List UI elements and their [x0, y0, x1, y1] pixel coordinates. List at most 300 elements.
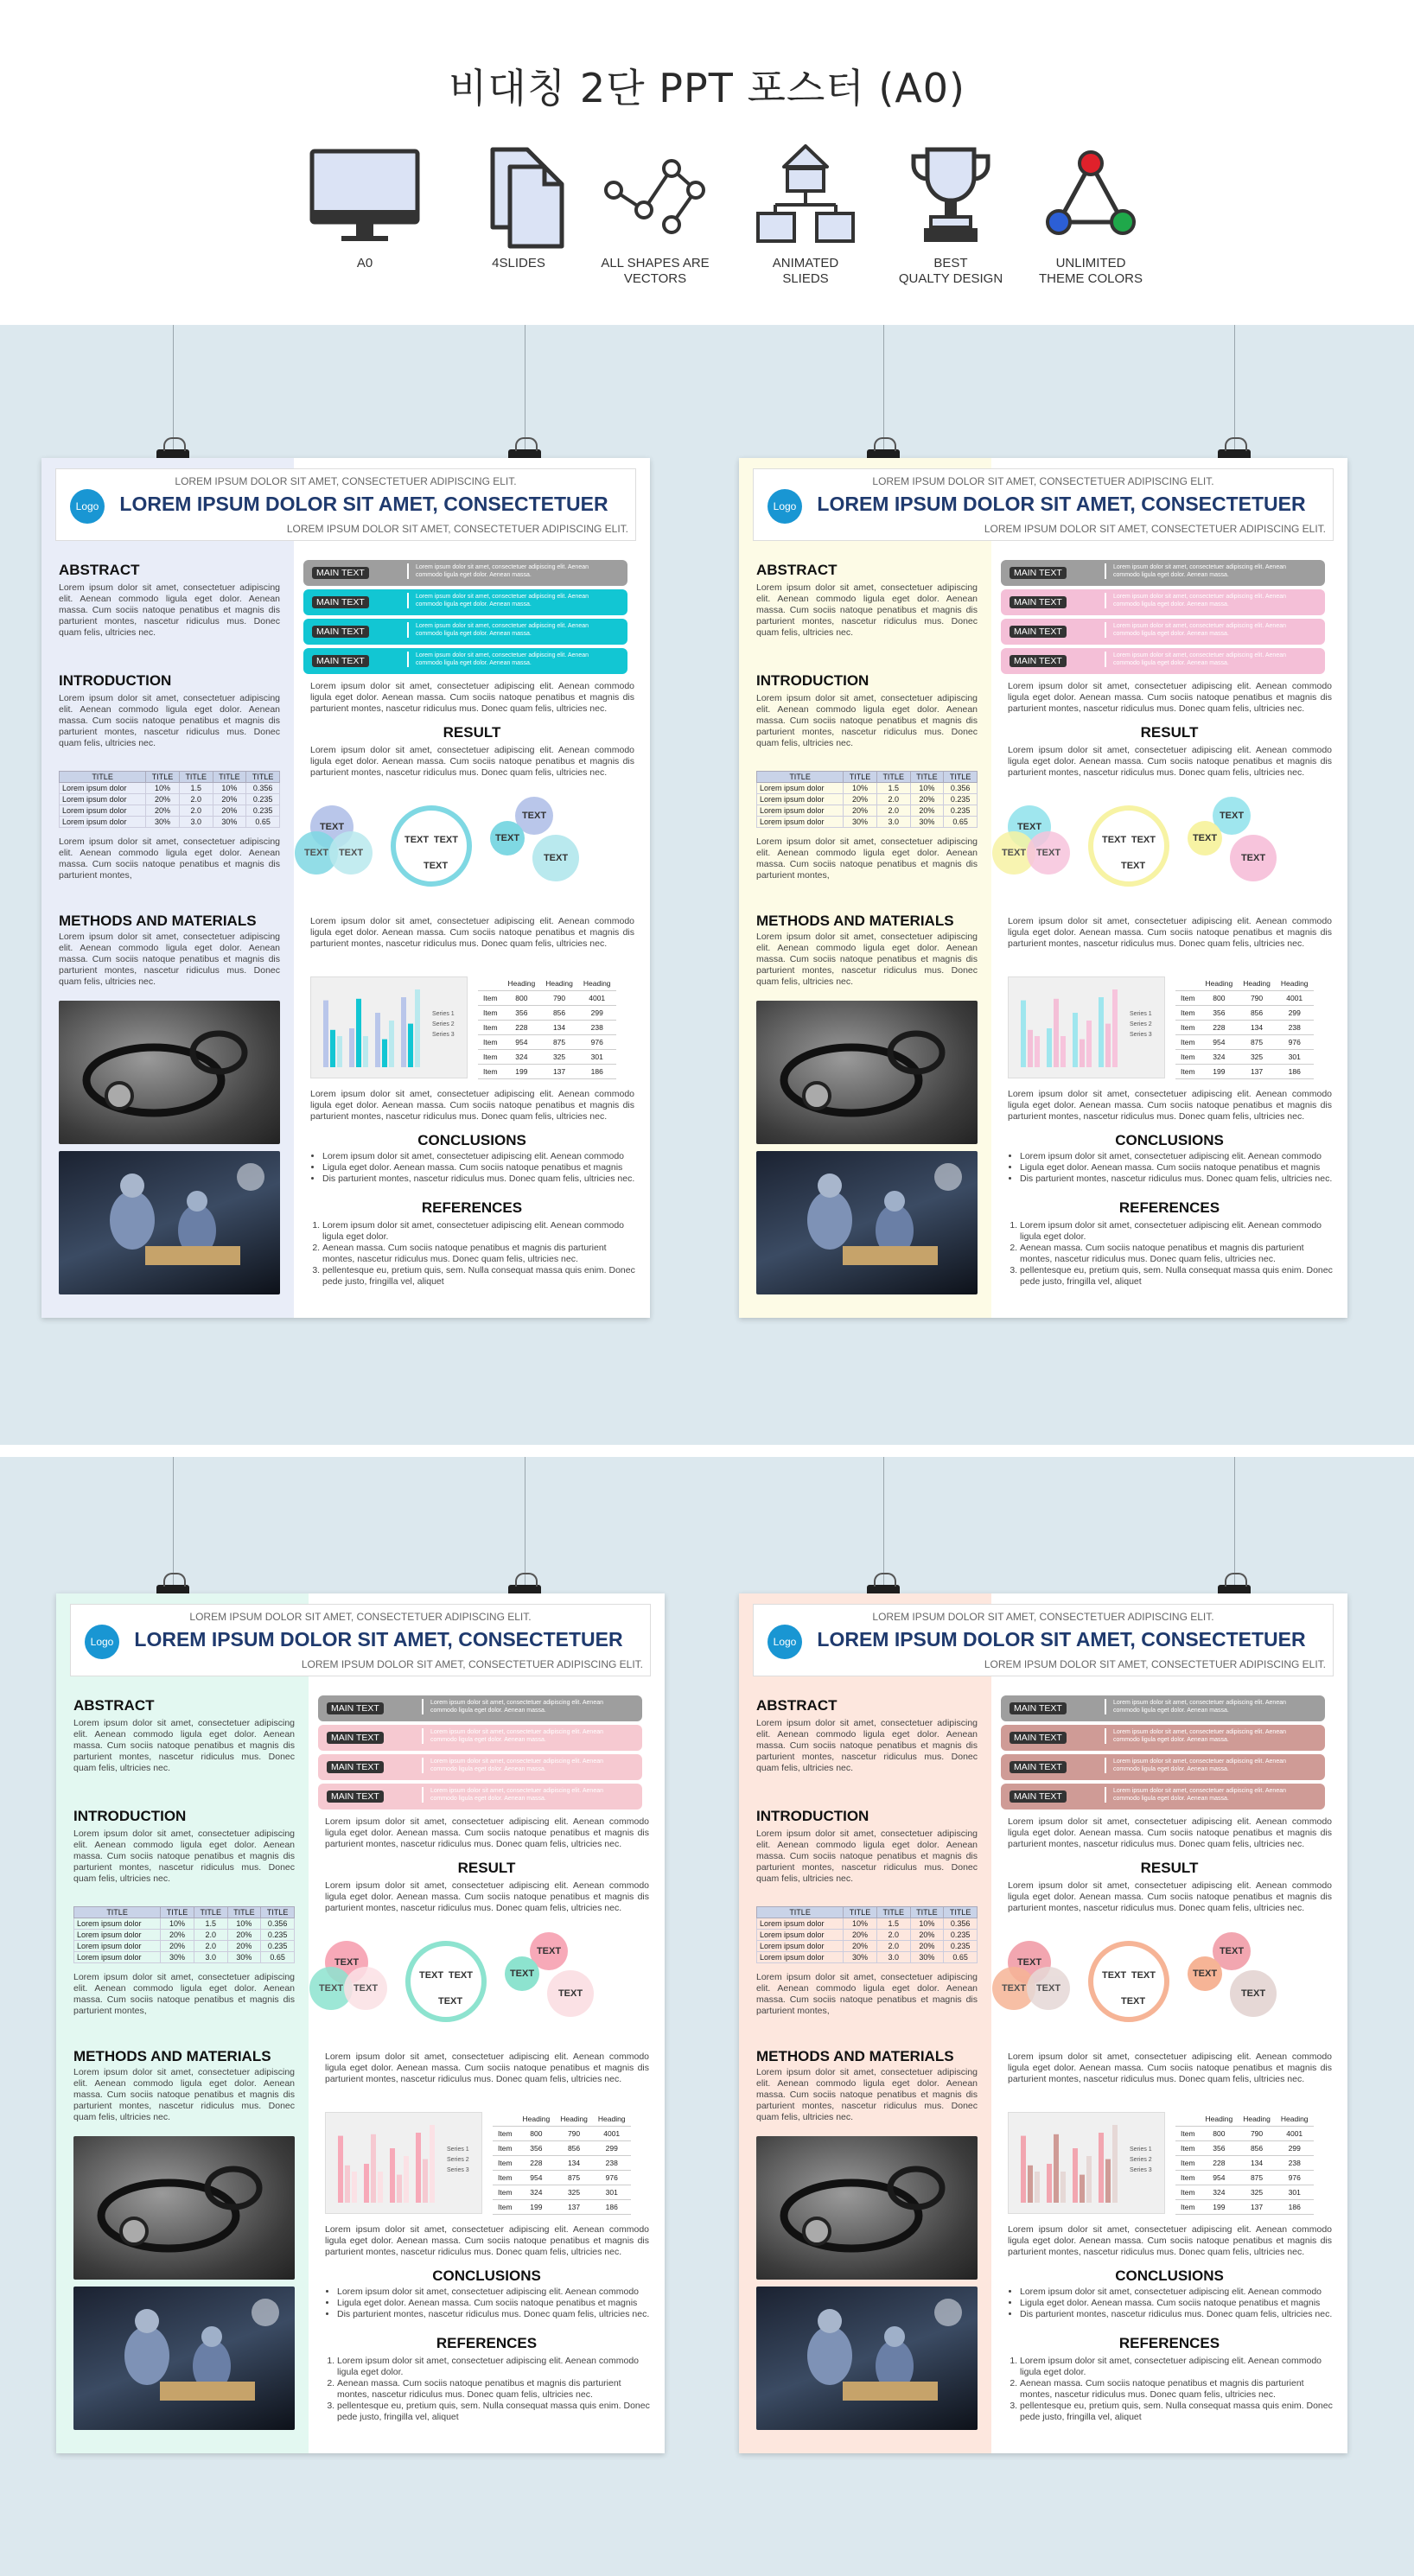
table-row: [478, 991, 616, 1006]
table-cell: 199: [518, 2200, 556, 2215]
bar-text: Lorem ipsum dolor sit amet, consectetuer adipiscing elit. Aenean commodo ligula eget dolor. Aenean massa.: [1105, 1787, 1295, 1803]
list-item: 2. Aenean massa. Cum sociis natoque penatibus et magnis dis parturient montes, nascetur ridiculus mus. Donec quam felis, ultricies nec.: [1020, 1243, 1336, 1265]
table-row: [478, 1050, 616, 1065]
page-title: 비대칭 2단 PPT 포스터 (A0): [448, 65, 965, 111]
legend-entry: Series 1: [432, 1011, 455, 1017]
table-cell: 976: [578, 1035, 616, 1050]
result-heading: RESULT: [443, 724, 501, 741]
table-cell: 20%: [844, 805, 877, 817]
diagram-label: TEXT: [1016, 822, 1042, 832]
bar-text: Lorem ipsum dolor sit amet, consectetuer adipiscing elit. Aenean commodo ligula eget dolor. Aenean massa.: [422, 1728, 612, 1744]
table-row: [757, 783, 978, 794]
list-item: • Lorem ipsum dolor sit amet, consectetuer adipiscing elit. Aenean commodo: [1020, 1151, 1336, 1162]
table-cell: 20%: [844, 794, 877, 805]
main-text-bar: [303, 619, 627, 645]
references-list: [1008, 1220, 1336, 1288]
table-cell: 0.235: [944, 805, 978, 817]
table-cell: 30%: [227, 1952, 261, 1963]
table-cell: Item: [1175, 2185, 1201, 2200]
chart-bar: [338, 2136, 343, 2203]
table-header: TITLE: [227, 1907, 261, 1918]
table-cell: Item: [1175, 2156, 1201, 2171]
table-cell: 20%: [910, 1941, 944, 1952]
documents-icon: [462, 143, 575, 251]
diagram-label: TEXT: [1121, 1996, 1146, 2007]
table-cell: 324: [503, 1050, 541, 1065]
chart-intro-text: Lorem ipsum dolor sit amet, consectetuer adipiscing elit. Aenean commodo ligula eget dolor. Aenean massa. Cum sociis natoque penatibus et magnis dis parturient montes, nascetur ridiculus mus. Donec quam felis, ultricies nec.: [1008, 916, 1332, 949]
diagram-label: TEXT: [1240, 853, 1266, 863]
table-cell: 856: [555, 2141, 593, 2156]
main-text-bar: [318, 1695, 642, 1721]
color-triangle-icon: [1035, 143, 1147, 251]
references-list: [310, 1220, 639, 1288]
table-header: TITLE: [60, 772, 146, 783]
poster-subtitle-top: LOREM IPSUM DOLOR SIT AMET, CONSECTETUER ADIPISCING ELIT.: [872, 1611, 1214, 1623]
venn-circle: [344, 1967, 387, 2010]
list-item: 3. pellentesque eu, pretium quis, sem. Nulla consequat massa quis enim. Donec pede justo, fringilla vel, aliquet: [322, 1265, 639, 1288]
main-text-label: MAIN TEXT: [327, 1732, 384, 1744]
table-cell: 10%: [213, 783, 246, 794]
table-cell: 3.0: [179, 817, 213, 828]
table-cell: 20%: [213, 805, 246, 817]
table-header: TITLE: [757, 1907, 844, 1918]
table-cell: 30%: [844, 1952, 877, 1963]
main-text-label: MAIN TEXT: [312, 655, 369, 667]
table-cell: 186: [1276, 2200, 1314, 2215]
table-cell: 0.356: [261, 1918, 295, 1930]
trophy-icon: [895, 143, 1007, 251]
table-cell: 301: [593, 2185, 631, 2200]
table-cell: 3.0: [876, 817, 910, 828]
main-text-bar: [318, 1784, 642, 1810]
main-text-label: MAIN TEXT: [312, 567, 369, 579]
chart-bar: [1047, 1028, 1052, 1067]
table-cell: Item: [478, 1065, 503, 1079]
table-header: Heading: [578, 976, 616, 991]
gear-shape: [532, 835, 579, 881]
table-cell: 0.235: [944, 794, 978, 805]
table-cell: Lorem ipsum dolor: [74, 1952, 161, 1963]
table-header: Heading: [555, 2112, 593, 2127]
table-cell: 1.5: [876, 783, 910, 794]
table-header: TITLE: [146, 772, 180, 783]
main-text-label: MAIN TEXT: [1010, 1702, 1067, 1714]
table-row: [1175, 2171, 1314, 2185]
table-cell: Lorem ipsum dolor: [60, 817, 146, 828]
table-header: TITLE: [161, 1907, 194, 1918]
table-cell: 20%: [146, 794, 180, 805]
abstract-text: Lorem ipsum dolor sit amet, consectetuer adipiscing elit. Aenean commodo ligula eget dolor. Aenean massa. Cum sociis natoque penatibus et magnis dis parturient montes, nascetur ridiculus mus. Donec quam felis, ultricies nec.: [73, 1718, 295, 1773]
chart-bar: [1073, 2148, 1078, 2203]
legend-entry: Series 3: [1130, 1032, 1152, 1038]
table-cell: Lorem ipsum dolor: [757, 783, 844, 794]
table-row: [493, 2141, 631, 2156]
references-heading: REFERENCES: [1118, 2335, 1220, 2351]
list-item: • Lorem ipsum dolor sit amet, consectetuer adipiscing elit. Aenean commodo: [322, 1151, 639, 1162]
diagram-label: TEXT: [509, 1969, 535, 1979]
chart-bar: [416, 2133, 421, 2203]
table-cell: Item: [493, 2171, 518, 2185]
table-header: Heading: [540, 976, 578, 991]
poster-header: [55, 468, 636, 541]
table-cell: 10%: [910, 783, 944, 794]
chart-bar: [371, 2134, 376, 2203]
hanging-wire: [173, 325, 174, 449]
main-text-bar: [1001, 1754, 1325, 1780]
bar-text: Lorem ipsum dolor sit amet, consectetuer adipiscing elit. Aenean commodo ligula eget dolor. Aenean massa.: [1105, 652, 1295, 667]
table-cell: Lorem ipsum dolor: [757, 1952, 844, 1963]
table-cell: 134: [540, 1021, 578, 1035]
poster-title: LOREM IPSUM DOLOR SIT AMET, CONSECTETUER: [817, 1628, 1306, 1651]
data-table: [756, 1906, 978, 1963]
list-item: • Lorem ipsum dolor sit amet, consectetuer adipiscing elit. Aenean commodo: [337, 2287, 653, 2298]
list-item: 2. Aenean massa. Cum sociis natoque penatibus et magnis dis parturient montes, nascetur ridiculus mus. Donec quam felis, ultricies nec.: [337, 2378, 653, 2401]
chart-bar: [1112, 989, 1118, 1067]
chart-bar: [430, 2125, 435, 2203]
chart-bar: [401, 997, 406, 1067]
table-cell: 2.0: [194, 1930, 227, 1941]
table-cell: 800: [1201, 2127, 1239, 2141]
legend-entry: Series 3: [447, 2167, 469, 2173]
table-header-row: [1175, 976, 1314, 991]
table-cell: 20%: [844, 1941, 877, 1952]
bar-text: Lorem ipsum dolor sit amet, consectetuer adipiscing elit. Aenean commodo ligula eget dolor. Aenean massa.: [407, 593, 597, 608]
table-row: [60, 817, 280, 828]
table-cell: 324: [1201, 1050, 1239, 1065]
poster-header: [753, 1604, 1334, 1676]
table-cell: 20%: [227, 1930, 261, 1941]
table-cell: 954: [503, 1035, 541, 1050]
table-cell: 186: [578, 1065, 616, 1079]
diagram-label: TEXT: [1131, 835, 1156, 845]
table-cell: 356: [503, 1006, 541, 1021]
table-note-text: Lorem ipsum dolor sit amet, consectetuer adipiscing elit. Aenean commodo ligula eget dolor. Aenean massa. Cum sociis natoque penatibus et magnis dis parturient montes,: [73, 1972, 295, 2016]
diagram-label: TEXT: [1219, 1946, 1245, 1956]
bar-text: Lorem ipsum dolor sit amet, consectetuer adipiscing elit. Aenean commodo ligula eget dolor. Aenean massa.: [1105, 563, 1295, 579]
chart-bar: [408, 1024, 413, 1067]
table-cell: 186: [1276, 1065, 1314, 1079]
table-cell: 954: [1201, 1035, 1239, 1050]
table-cell: 238: [1276, 2156, 1314, 2171]
list-item: 1. Lorem ipsum dolor sit amet, consectetuer adipiscing elit. Aenean commodo ligula eget dolor.: [337, 2356, 653, 2378]
table-cell: 0.235: [261, 1930, 295, 1941]
analysis-text: Lorem ipsum dolor sit amet, consectetuer adipiscing elit. Aenean commodo ligula eget dolor. Aenean massa. Cum sociis natoque penatibus et magnis dis parturient montes, nascetur ridiculus mus. Donec quam felis, ultricies nec.: [1008, 1089, 1332, 1122]
table-cell: 301: [1276, 2185, 1314, 2200]
table-header: Heading: [593, 2112, 631, 2127]
table-row: [478, 1006, 616, 1021]
abstract-heading: ABSTRACT: [756, 1697, 838, 1714]
gear-shape: [547, 1970, 594, 2017]
diagram-label: TEXT: [404, 835, 430, 845]
abstract-text: Lorem ipsum dolor sit amet, consectetuer adipiscing elit. Aenean commodo ligula eget dolor. Aenean massa. Cum sociis natoque penatibus et magnis dis parturient montes, nascetur ridiculus mus. Donec quam felis, ultricies nec.: [756, 1718, 978, 1773]
table-header: Heading: [1238, 976, 1276, 991]
table-cell: 20%: [910, 794, 944, 805]
table-cell: Item: [493, 2127, 518, 2141]
gear-shape: [1188, 1956, 1222, 1991]
table-row: [493, 2200, 631, 2215]
table-row: [1175, 2127, 1314, 2141]
table-cell: 10%: [844, 1918, 877, 1930]
table-cell: 976: [593, 2171, 631, 2185]
table-cell: Item: [1175, 2127, 1201, 2141]
table-cell: 4001: [1276, 991, 1314, 1006]
bar-text: Lorem ipsum dolor sit amet, consectetuer adipiscing elit. Aenean commodo ligula eget dolor. Aenean massa.: [407, 652, 597, 667]
result-intro-text: Lorem ipsum dolor sit amet, consectetuer adipiscing elit. Aenean commodo ligula eget dolor. Aenean massa. Cum sociis natoque penatibus et magnis dis parturient montes, nascetur ridiculus mus. Donec quam felis, ultricies nec.: [310, 681, 634, 714]
table-cell: 324: [518, 2185, 556, 2200]
poster-subtitle-top: LOREM IPSUM DOLOR SIT AMET, CONSECTETUER ADIPISCING ELIT.: [189, 1611, 532, 1623]
list-item: • Dis parturient montes, nascetur ridiculus mus. Donec quam felis, ultricies nec.: [1020, 1174, 1336, 1185]
chart-bar: [363, 1036, 368, 1067]
table-row: [1175, 2185, 1314, 2200]
introduction-text: Lorem ipsum dolor sit amet, consectetuer adipiscing elit. Aenean commodo ligula eget dolor. Aenean massa. Cum sociis natoque penatibus et magnis dis parturient montes, nascetur ridiculus mus. Donec quam felis, ultricies nec.: [59, 693, 280, 748]
table-cell: 10%: [161, 1918, 194, 1930]
venn-circle: [1027, 1967, 1070, 2010]
venn-circle: [1027, 831, 1070, 875]
table-cell: 1.5: [194, 1918, 227, 1930]
diagram-label: TEXT: [494, 833, 520, 843]
table-row: [757, 1952, 978, 1963]
methods-heading: METHODS AND MATERIALS: [59, 913, 257, 929]
table-cell: Lorem ipsum dolor: [757, 1930, 844, 1941]
table-row: [757, 817, 978, 828]
list-item: • Ligula eget dolor. Aenean massa. Cum sociis natoque penatibus et magnis: [1020, 1162, 1336, 1174]
table-header: TITLE: [74, 1907, 161, 1918]
chart-bar: [1099, 2133, 1104, 2203]
table-cell: 0.235: [944, 1941, 978, 1952]
table-cell: Lorem ipsum dolor: [757, 1918, 844, 1930]
main-text-bar: [318, 1725, 642, 1751]
bar-text: Lorem ipsum dolor sit amet, consectetuer adipiscing elit. Aenean commodo ligula eget dolor. Aenean massa.: [1105, 593, 1295, 608]
table-cell: Item: [1175, 991, 1201, 1006]
table-cell: 790: [540, 991, 578, 1006]
table-row: [60, 805, 280, 817]
gear-shape: [1230, 835, 1277, 881]
table-cell: 228: [518, 2156, 556, 2171]
bar-text: Lorem ipsum dolor sit amet, consectetuer adipiscing elit. Aenean commodo ligula eget dolor. Aenean massa.: [422, 1758, 612, 1773]
chart-bar: [1028, 2166, 1033, 2203]
diagram-label: TEXT: [353, 1983, 379, 1994]
diagram-label: TEXT: [1035, 1983, 1061, 1994]
table-cell: 20%: [161, 1930, 194, 1941]
list-item: 2. Aenean massa. Cum sociis natoque penatibus et magnis dis parturient montes, nascetur ridiculus mus. Donec quam felis, ultricies nec.: [322, 1243, 639, 1265]
data-table: [756, 771, 978, 828]
main-text-label: MAIN TEXT: [1010, 596, 1067, 608]
table-cell: Item: [478, 1006, 503, 1021]
diagram-label: TEXT: [536, 1946, 562, 1956]
table-row: [757, 805, 978, 817]
methods-heading: METHODS AND MATERIALS: [73, 2048, 271, 2064]
legend-entry: Series 2: [432, 1021, 455, 1027]
main-text-label: MAIN TEXT: [1010, 626, 1067, 638]
introduction-text: Lorem ipsum dolor sit amet, consectetuer adipiscing elit. Aenean commodo ligula eget dolor. Aenean massa. Cum sociis natoque penatibus et magnis dis parturient montes, nascetur ridiculus mus. Donec quam felis, ultricies nec.: [756, 1829, 978, 1884]
table-cell: 325: [1238, 1050, 1276, 1065]
table-cell: 954: [1201, 2171, 1239, 2185]
table-cell: 3.0: [194, 1952, 227, 1963]
poster-preview: [739, 1593, 1347, 2453]
table-cell: 0.356: [944, 1918, 978, 1930]
conclusions-heading: CONCLUSIONS: [1115, 1132, 1224, 1148]
table-row: [478, 1035, 616, 1050]
hanging-wire: [1234, 1457, 1235, 1585]
table-cell: 875: [540, 1035, 578, 1050]
table-cell: 20%: [910, 805, 944, 817]
table-cell: 856: [540, 1006, 578, 1021]
table-row: [757, 1930, 978, 1941]
table-cell: 299: [1276, 2141, 1314, 2156]
diagram-label: TEXT: [419, 1970, 444, 1981]
result-intro-text: Lorem ipsum dolor sit amet, consectetuer adipiscing elit. Aenean commodo ligula eget dolor. Aenean massa. Cum sociis natoque penatibus et magnis dis parturient montes, nascetur ridiculus mus. Donec quam felis, ultricies nec.: [1008, 1816, 1332, 1849]
table-cell: 800: [1201, 991, 1239, 1006]
table-header-row: [1175, 2112, 1314, 2127]
bar-chart: [325, 2112, 482, 2214]
feature-a0: [278, 143, 451, 271]
logo: Logo: [85, 1625, 119, 1659]
table-cell: 20%: [213, 794, 246, 805]
introduction-heading: INTRODUCTION: [756, 1808, 869, 1824]
hanging-wire: [173, 1457, 174, 1585]
chart-bar: [356, 999, 361, 1067]
table-cell: 199: [1201, 2200, 1239, 2215]
table-cell: 0.235: [261, 1941, 295, 1952]
table-cell: Item: [493, 2156, 518, 2171]
stethoscope-photo: [756, 1001, 978, 1144]
table-cell: Lorem ipsum dolor: [60, 805, 146, 817]
chart-bar: [1080, 2175, 1085, 2203]
table-cell: Lorem ipsum dolor: [757, 817, 844, 828]
table-header: TITLE: [246, 772, 280, 783]
hanging-wire: [1234, 325, 1235, 449]
table-cell: 301: [1276, 1050, 1314, 1065]
bar-chart: [310, 976, 468, 1078]
main-text-label: MAIN TEXT: [1010, 655, 1067, 667]
chart-bar: [330, 1030, 335, 1067]
diagram-label: TEXT: [334, 1957, 360, 1968]
chart-intro-text: Lorem ipsum dolor sit amet, consectetuer adipiscing elit. Aenean commodo ligula eget dolor. Aenean massa. Cum sociis natoque penatibus et magnis dis parturient montes, nascetur ridiculus mus. Donec quam felis, ultricies nec.: [325, 2051, 649, 2084]
table-cell: 856: [1238, 2141, 1276, 2156]
conclusions-heading: CONCLUSIONS: [432, 2268, 541, 2284]
table-cell: 800: [518, 2127, 556, 2141]
chart-bar: [1099, 997, 1104, 1067]
methods-text: Lorem ipsum dolor sit amet, consectetuer adipiscing elit. Aenean commodo ligula eget dolor. Aenean massa. Cum sociis natoque penatibus et magnis dis parturient montes, nascetur ridiculus mus. Donec quam felis, ultricies nec.: [73, 2067, 295, 2122]
references-heading: REFERENCES: [1118, 1199, 1220, 1216]
chart-bar: [1054, 999, 1059, 1067]
surgery-photo: [756, 1151, 978, 1294]
legend-entry: Series 2: [447, 2157, 469, 2163]
chart-bar: [1035, 1036, 1040, 1067]
list-item: 1. Lorem ipsum dolor sit amet, consectetuer adipiscing elit. Aenean commodo ligula eget dolor.: [322, 1220, 639, 1243]
surgery-photo: [73, 2287, 295, 2430]
data-table: [59, 771, 280, 828]
result-text: Lorem ipsum dolor sit amet, consectetuer adipiscing elit. Aenean commodo ligula eget dolor. Aenean massa. Cum sociis natoque penatibus et magnis dis parturient montes, nascetur ridiculus mus. Donec quam felis, ultricies nec.: [310, 745, 634, 778]
poster-preview: [41, 458, 650, 1318]
diagram-label: TEXT: [1001, 848, 1027, 858]
chart-bar: [390, 2148, 395, 2203]
table-header-row: [757, 772, 978, 783]
table-header: Heading: [1276, 2112, 1314, 2127]
table-cell: 4001: [578, 991, 616, 1006]
table-row: [1175, 1006, 1314, 1021]
table-cell: Item: [1175, 2171, 1201, 2185]
introduction-text: Lorem ipsum dolor sit amet, consectetuer adipiscing elit. Aenean commodo ligula eget dolor. Aenean massa. Cum sociis natoque penatibus et magnis dis parturient montes, nascetur ridiculus mus. Donec quam felis, ultricies nec.: [73, 1829, 295, 1884]
table-header: Heading: [518, 2112, 556, 2127]
table-cell: 299: [593, 2141, 631, 2156]
table-cell: 875: [1238, 2171, 1276, 2185]
table-cell: 0.356: [944, 783, 978, 794]
main-text-bar: [1001, 648, 1325, 674]
poster-subtitle-bottom: LOREM IPSUM DOLOR SIT AMET, CONSECTETUER ADIPISCING ELIT.: [301, 1658, 643, 1670]
table-row: [478, 1065, 616, 1079]
table-cell: 301: [578, 1050, 616, 1065]
poster-title: LOREM IPSUM DOLOR SIT AMET, CONSECTETUER: [119, 493, 608, 515]
diagram-label: TEXT: [448, 1970, 473, 1981]
table-cell: 1.5: [179, 783, 213, 794]
bar-text: Lorem ipsum dolor sit amet, consectetuer adipiscing elit. Aenean commodo ligula eget dolor. Aenean massa.: [1105, 1758, 1295, 1773]
table-cell: Item: [478, 991, 503, 1006]
table-cell: Item: [1175, 1050, 1201, 1065]
chart-bar: [349, 1028, 354, 1067]
poster-preview: [56, 1593, 665, 2453]
table-header: [493, 2112, 518, 2127]
bar-text: Lorem ipsum dolor sit amet, consectetuer adipiscing elit. Aenean commodo ligula eget dolor. Aenean massa.: [422, 1787, 612, 1803]
main-text-label: MAIN TEXT: [312, 596, 369, 608]
legend-entry: Series 1: [1130, 2147, 1152, 2153]
result-heading: RESULT: [1140, 1860, 1199, 1876]
logo: Logo: [768, 489, 802, 524]
table-cell: 875: [1238, 1035, 1276, 1050]
introduction-heading: INTRODUCTION: [756, 672, 869, 689]
methods-text: Lorem ipsum dolor sit amet, consectetuer adipiscing elit. Aenean commodo ligula eget dolor. Aenean massa. Cum sociis natoque penatibus et magnis dis parturient montes, nascetur ridiculus mus. Donec quam felis, ultricies nec.: [756, 932, 978, 987]
diagram-label: TEXT: [1001, 1983, 1027, 1994]
table-cell: 800: [503, 991, 541, 1006]
poster-preview: [739, 458, 1347, 1318]
table-cell: 2.0: [876, 1941, 910, 1952]
conclusions-heading: CONCLUSIONS: [417, 1132, 526, 1148]
table-header: TITLE: [944, 1907, 978, 1918]
table-cell: 299: [1276, 1006, 1314, 1021]
table-note-text: Lorem ipsum dolor sit amet, consectetuer adipiscing elit. Aenean commodo ligula eget dolor. Aenean massa. Cum sociis natoque penatibus et magnis dis parturient montes,: [756, 836, 978, 881]
diagram-label: TEXT: [543, 853, 569, 863]
main-text-bar: [318, 1754, 642, 1780]
table-cell: 186: [593, 2200, 631, 2215]
table-cell: 875: [555, 2171, 593, 2185]
introduction-heading: INTRODUCTION: [59, 672, 172, 689]
diagram-label: TEXT: [1102, 1970, 1127, 1981]
table-cell: Item: [1175, 2141, 1201, 2156]
table-cell: 20%: [161, 1941, 194, 1952]
table-cell: Item: [1175, 1065, 1201, 1079]
legend-entry: Series 1: [447, 2147, 469, 2153]
diagram-label: TEXT: [1192, 833, 1218, 843]
table-cell: 238: [593, 2156, 631, 2171]
table-cell: Item: [493, 2185, 518, 2200]
table-cell: 10%: [227, 1918, 261, 1930]
table-cell: Lorem ipsum dolor: [757, 805, 844, 817]
table-cell: 238: [1276, 1021, 1314, 1035]
table-row: [60, 794, 280, 805]
poster-header: [753, 468, 1334, 541]
chart-bar: [352, 2172, 357, 2203]
list-item: • Dis parturient montes, nascetur ridiculus mus. Donec quam felis, ultricies nec.: [1020, 2309, 1336, 2320]
chart-bar: [1112, 2125, 1118, 2203]
stethoscope-photo: [756, 2136, 978, 2280]
result-text: Lorem ipsum dolor sit amet, consectetuer adipiscing elit. Aenean commodo ligula eget dolor. Aenean massa. Cum sociis natoque penatibus et magnis dis parturient montes, nascetur ridiculus mus. Donec quam felis, ultricies nec.: [1008, 1880, 1332, 1913]
list-item: 1. Lorem ipsum dolor sit amet, consectetuer adipiscing elit. Aenean commodo ligula eget dolor.: [1020, 1220, 1336, 1243]
table-row: [1175, 1035, 1314, 1050]
legend-entry: Series 1: [1130, 1011, 1152, 1017]
methods-text: Lorem ipsum dolor sit amet, consectetuer adipiscing elit. Aenean commodo ligula eget dolor. Aenean massa. Cum sociis natoque penatibus et magnis dis parturient montes, nascetur ridiculus mus. Donec quam felis, ultricies nec.: [59, 932, 280, 987]
chart-bar: [1105, 2159, 1111, 2203]
table-cell: 954: [518, 2171, 556, 2185]
